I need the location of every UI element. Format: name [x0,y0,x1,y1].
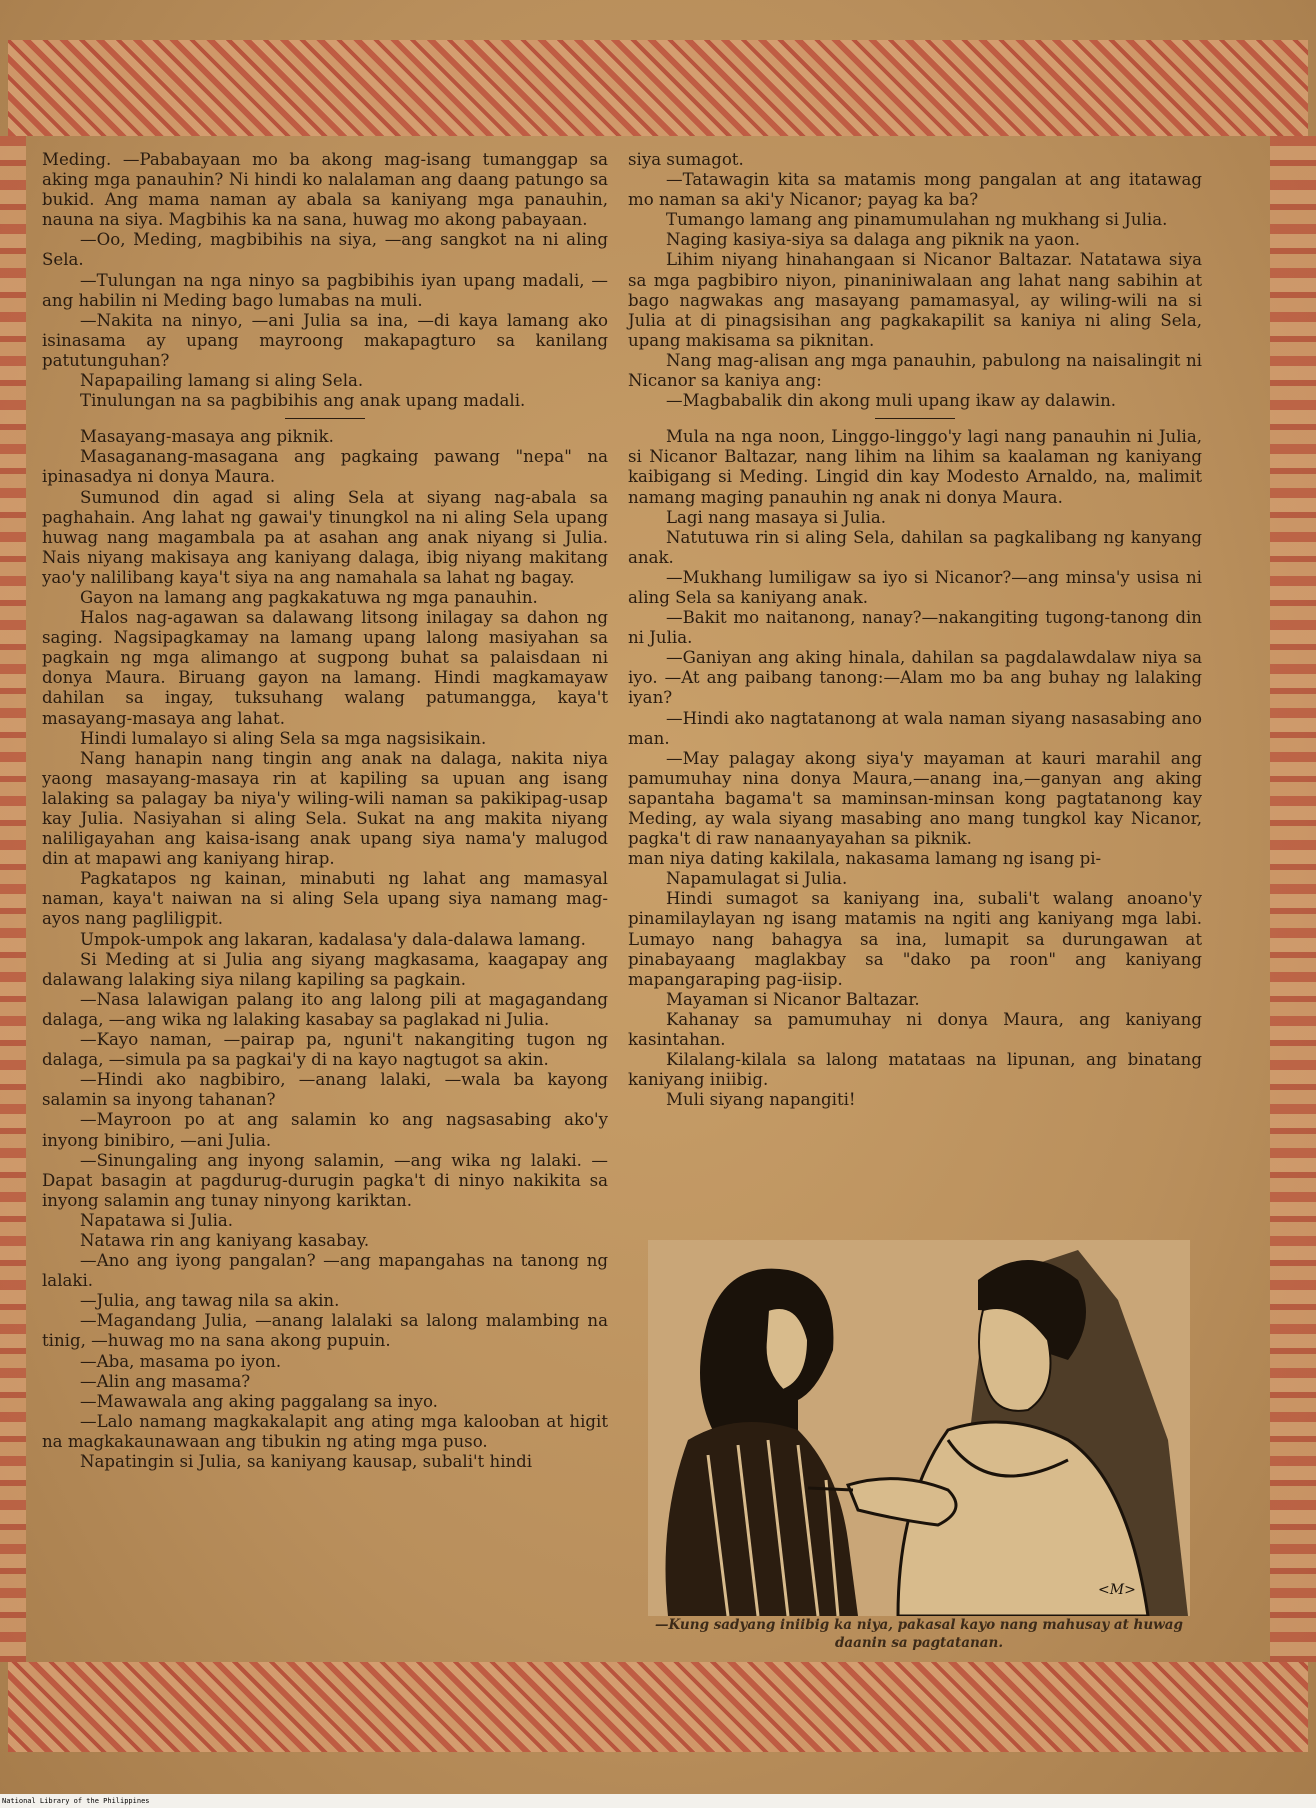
paragraph: —Tulungan na nga ninyo sa pagbibihis iyan upang madali, — ang habilin ni Meding bago lumabas na muli. [42,270,608,310]
illustration-drawing [648,1240,1190,1616]
paragraph: —Julia, ang tawag nila sa akin. [80,1291,340,1311]
paragraph: —Lalo namang magkakalapit ang ating mga kalooban at higit na magkakaunawaan ang tibukin ng ating mga puso. [42,1411,608,1451]
paragraph: Masaganang-masagana ang pagkaing pawang "nepa" na ipinasadya ni donya Maura. [42,447,608,487]
section-divider [875,418,955,419]
paragraph: Si Meding at si Julia ang siyang magkasama, kaagapay ang dalawang lalaking siya nilang kapiling sa pagkain. [42,949,608,989]
paragraph: Tumango lamang ang pinamumulahan ng mukhang si Julia. [666,210,1168,230]
paragraph: —Bakit mo naitanong, nanay?—nakangiting tugong-tanong din ni Julia. [628,608,1202,648]
paragraph: Mula na nga noon, Linggo-linggo'y lagi nang panauhin ni Julia, si Nicanor Baltazar, nang lihim na lihim sa kaalaman ng kaniyang kaibigang si Meding. Lingid din kay Modesto Arnaldo, na, malimit namang maging panauhin ng anak ni donya Maura. [628,427,1202,507]
decorative-border-left [0,136,26,1662]
paragraph: siya sumagot. [628,150,744,169]
paragraph: Sumunod din agad si aling Sela at siyang nag-abala sa paghahain. Ang lahat ng gawai'y tinungkol na ni aling Sela upang huwag nang magambala pa at asahan ang anak niyang si Julia. Nais niyang makisaya ang kaniyang dalaga, ibig niyang makitang yao'y nalilibang kaya't siya na ang namahala sa lahat ng bagay. [42,487,608,587]
text-column-left [42,150,608,1472]
paragraph: Meding. —Pababayaan mo ba akong mag-isang tumanggap sa aking mga panauhin? Ni hindi ko nalalaman ang daang patungo sa bukid. Ang mama naman ay abala sa kaniyang mga panauhin, nauna na siya. Magbihis ka na sana, huwag mo akong pabayaan. [42,150,608,230]
decorative-border-top [8,40,1308,136]
paragraph: —Ganiyan ang aking hinala, dahilan sa pagdalawdalaw niya sa iyo. —At ang paibang tanong:—Alam mo ba ang buhay ng lalaking iyan? [628,648,1202,708]
paragraph: Gayon na lamang ang pagkakatuwa ng mga panauhin. [80,587,538,607]
text-column-right [628,150,1202,1110]
paragraph: Nang hanapin nang tingin ang anak na dalaga, nakita niya yaong masayang-masaya rin at kapiling sa upuan ang isang lalaking sa palagay ba niya'y wiling-wili naman sa pakikipag-usap kay Julia. Nasiyahan si aling Sela. Sukat na ang makita niyang naliligayahan ang kaisa-isang anak upang siya nama'y malugod din at mapawi ang kaniyang hirap. [42,748,608,869]
paragraph: —Kayo naman, —pairap pa, nguni't nakangiting tugon ng dalaga, —simula pa sa pagkai'y di na kayo nagtugot sa akin. [42,1030,608,1070]
paragraph: —Mukhang lumiligaw sa iyo si Nicanor?—ang minsa'y usisa ni aling Sela sa kaniyang anak. [628,567,1202,607]
section-divider [285,418,365,419]
paragraph: Natutuwa rin si aling Sela, dahilan sa pagkalibang ng kanyang anak. [628,527,1202,567]
paragraph: man niya dating kakilala, nakasama lamang ng isang pi- [628,849,1102,869]
paragraph: Napatingin si Julia, sa kaniyang kausap, subali't hindi [80,1452,533,1471]
decorative-border-bottom [8,1662,1308,1752]
paragraph: —Hindi ako nagtatanong at wala naman siyang nasasabing ano man. [628,708,1202,748]
paragraph: —Tatawagin kita sa matamis mong pangalan at ang itatawag mo naman sa aki'y Nicanor; payag ka ba? [628,170,1202,210]
paragraph: Natawa rin ang kaniyang kasabay. [80,1230,370,1250]
paragraph: Nang mag-alisan ang mga panauhin, pabulong na naisalingit ni Nicanor sa kaniya ang: [628,350,1202,391]
paragraph: Lagi nang masaya si Julia. [666,507,887,527]
paragraph: Napatawa si Julia. [80,1210,234,1230]
paragraph: Kahanay sa pamumuhay ni donya Maura, ang kaniyang kasintahan. [628,1009,1202,1050]
paragraph: Napamulagat si Julia. [666,869,848,889]
paragraph: —Hindi ako nagbibiro, —anang lalaki, —wala ba kayong salamin sa inyong tahanan? [42,1070,608,1110]
paragraph: Kilalang-kilala sa lalong matataas na lipunan, ang binatang kaniyang iniibig. [628,1050,1202,1090]
paragraph: —Mayroon po at ang salamin ko ang nagsasabing ako'y inyong binibiro, —ani Julia. [42,1110,608,1150]
paragraph: Napapailing lamang si aling Sela. [80,371,364,391]
paragraph: Hindi lumalayo si aling Sela sa mga nagsisikain. [80,728,487,748]
illustration [648,1240,1190,1616]
paragraph: —Aba, masama po iyon. [80,1351,282,1371]
paragraph: —Magandang Julia, —anang lalalaki sa lalong malambing na tinig, —huwag mo na sana akong pupuin. [42,1311,608,1351]
paragraph: —Sinungaling ang inyong salamin, —ang wika ng lalaki. —Dapat basagin at pagdurug-durugin pagka't di ninyo nakikita sa inyong salamin ang tunay ninyong kariktan. [42,1150,608,1210]
paragraph: —Nasa lalawigan palang ito ang lalong pili at magagandang dalaga, —ang wika ng lalaking kasabay sa paglakad ni Julia. [42,989,608,1029]
paragraph: —Oo, Meding, magbibihis na siya, —ang sangkot na ni aling Sela. [42,230,608,270]
paragraph: Hindi sumagot sa kaniyang ina, subali't walang anoano'y pinamilaylayan ng isang matamis na ngiti ang kaniyang mga labi. Lumayo nang bahagya sa ina, lumapit sa durungawan at pinabayaang maglakbay sa "dako pa roon" ang kaniyang mapangaraping pag-iisip. [628,889,1202,989]
decorative-border-right [1270,136,1316,1662]
paragraph: —May palagay akong siya'y mayaman at kauri marahil ang pamumuhay nina donya Maura,—anang ina,—ganyan ang aking sapantaha bagama't sa maminsan-minsan kong pagtatanong kay Meding, ay wala siyang masabing ano mang tungkol kay Nicanor, pagka't di raw nanaanyayahan sa piknik. [628,748,1202,849]
paragraph: Halos nag-agawan sa dalawang litsong inilagay sa dahon ng saging. Nagsipagkamay na lamang upang lalong masiyahan sa pagkain ng mga alimango at sugpong buhat sa palaisdaan ni donya Maura. Biruang gayon na lamang. Hindi magkamayaw dahilan sa ingay, tuksuhang walang patumangga, kaya't masayang-masaya ang lahat. [42,608,608,728]
paragraph: Mayaman si Nicanor Baltazar. [666,989,920,1009]
paragraph: Umpok-umpok ang lakaran, kadalasa'y dala-dalawa lamang. [80,929,586,949]
paragraph: —Magbabalik din akong muli upang ikaw ay dalawin. [666,391,1117,411]
paragraph: Pagkatapos ng kainan, minabuti ng lahat ang mamasyal naman, kaya't naiwan na si aling Sela upang siya namang mag-ayos nang pagliligpit. [42,869,608,929]
paragraph: Masayang-masaya ang piknik. [80,427,334,447]
paragraph: —Alin ang masama? [80,1371,251,1391]
paragraph: —Mawawala ang aking paggalang sa inyo. [80,1391,438,1411]
paragraph: Lihim niyang hinahangaan si Nicanor Baltazar. Natatawa siya sa mga pagbibiro niyon, pinaniniwalaan ang lahat nang sabihin at bago nagwakas ang masayang pamamasyal, ay wiling-wili na si Julia at di pinagsisihan ang pagkakapilit sa kaniya ni aling Sela, upang makisama sa piknitan. [628,250,1202,350]
paragraph: Tinulungan na sa pagbibihis ang anak upang madali. [80,391,526,411]
library-footer: National Library of the Philippines [0,1794,1316,1808]
artist-signature: <M> [1098,1582,1136,1598]
paragraph: Muli siyang napangiti! [666,1090,856,1110]
paragraph: —Ano ang iyong pangalan? —ang mapangahas na tanong ng lalaki. [42,1251,608,1291]
illustration-caption: —Kung sadyang iniibig ka niya, pakasal kayo nang mahusay at huwag daanin sa pagtatanan. [655,1617,1183,1651]
paragraph: —Nakita na ninyo, —ani Julia sa ina, —di kaya lamang ako isinasama ay upang mayroong makapagturo sa kanilang patutunguhan? [42,310,608,370]
paragraph: Naging kasiya-siya sa dalaga ang piknik na yaon. [666,230,1080,250]
